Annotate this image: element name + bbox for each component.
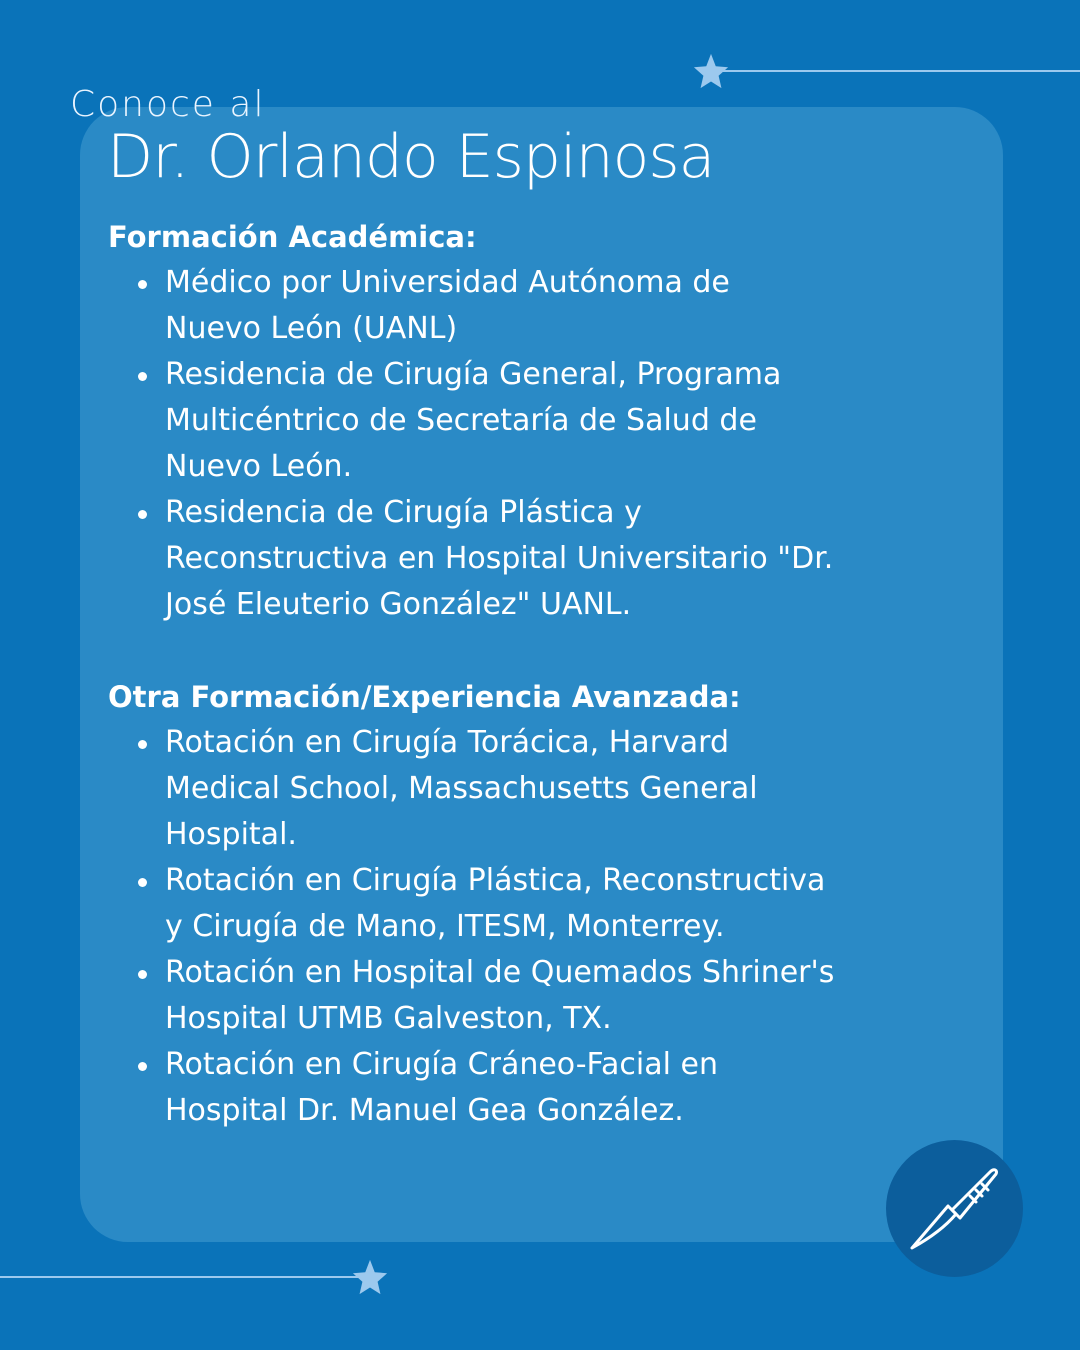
list-item: Rotación en Cirugía Plástica, Reconstructiva y Cirugía de Mano, ITESM, Monterrey.: [108, 858, 928, 950]
advanced-list: [108, 720, 928, 1134]
scalpel-badge: [886, 1140, 1023, 1277]
advanced-section: [108, 674, 928, 1134]
list-item: Rotación en Hospital de Quemados Shriner's Hospital UTMB Galveston, TX.: [108, 950, 928, 1042]
scalpel-icon: [886, 1140, 1023, 1277]
intro-text: Conoce al: [70, 84, 266, 125]
section-heading: Otra Formación/Experiencia Avanzada:: [108, 680, 741, 714]
list-item: Médico por Universidad Autónoma de Nuevo León (UANL): [108, 260, 928, 352]
star-icon: [692, 52, 730, 90]
list-item: Residencia de Cirugía General, Programa Multicéntrico de Secretaría de Salud de Nuevo León.: [108, 352, 928, 490]
doctor-name: Dr. Orlando Espinosa: [107, 122, 715, 192]
section-heading: Formación Académica:: [108, 220, 477, 254]
list-item: Rotación en Cirugía Cráneo-Facial en Hospital Dr. Manuel Gea González.: [108, 1042, 928, 1134]
academic-list: [108, 260, 928, 628]
bottom-decorative-line: [0, 1276, 370, 1278]
list-item: Residencia de Cirugía Plástica y Reconstructiva en Hospital Universitario "Dr. José Eleuterio González" UANL.: [108, 490, 928, 628]
top-decorative-line: [710, 70, 1080, 72]
star-icon: [351, 1258, 389, 1296]
academic-section: [108, 214, 928, 628]
list-item: Rotación en Cirugía Torácica, Harvard Medical School, Massachusetts General Hospital.: [108, 720, 928, 858]
